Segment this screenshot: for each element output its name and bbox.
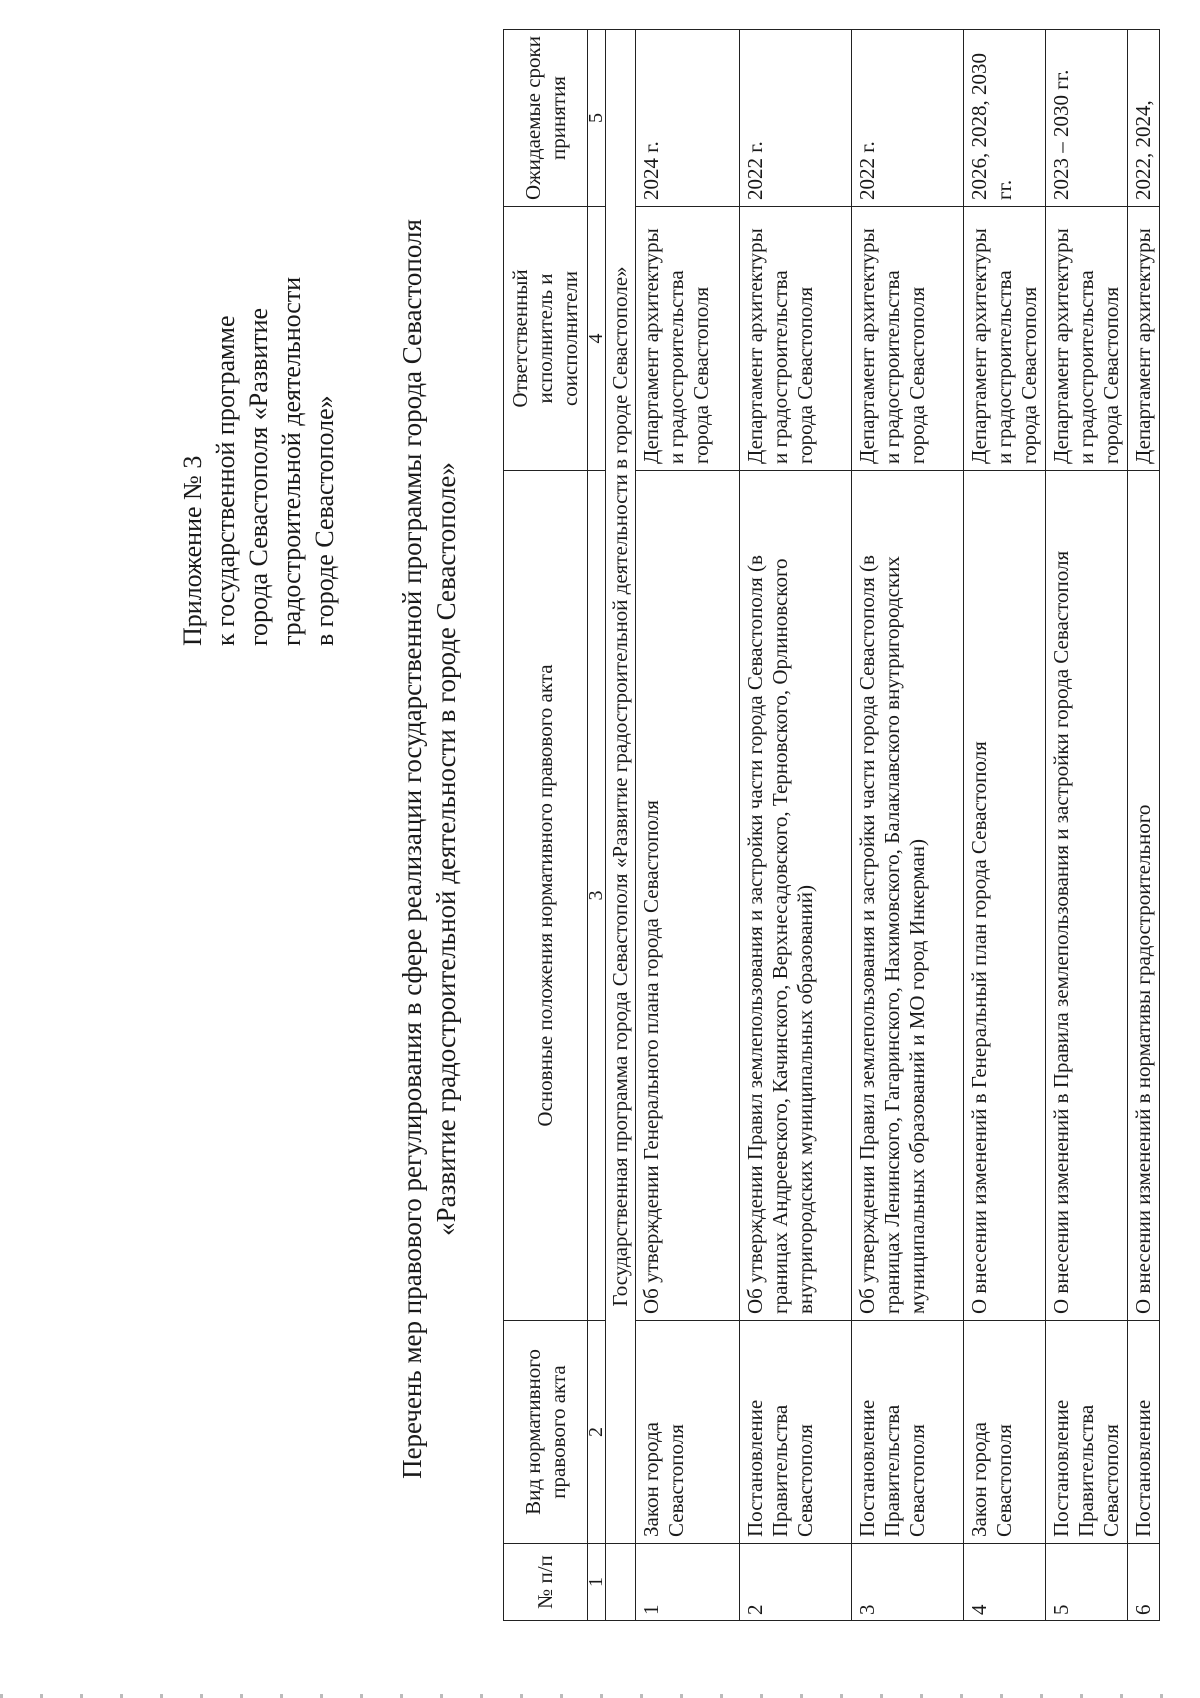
column-number-row	[588, 30, 606, 1621]
table-row	[1128, 30, 1160, 1621]
section-title: Государственная программа города Севастополя «Развитие градостроительной деятельности в городе Севастополе»	[606, 30, 636, 1544]
column-header: Вид нормативного правового акта	[504, 1321, 588, 1544]
row-number: 5	[1046, 1544, 1128, 1621]
column-number: 3	[588, 471, 606, 1321]
appendix-line: градостроительной деятельности	[277, 276, 306, 646]
adoption-term: 2024 г.	[636, 30, 740, 207]
adoption-term: 2026, 2028, 2030 гг.	[964, 30, 1046, 207]
column-number: 5	[588, 30, 606, 207]
act-content: О внесении изменений в Генеральный план города Севастополя	[964, 471, 1046, 1321]
act-content: О внесении изменений в Правила землепользования и застройки города Севастополя	[1046, 471, 1128, 1321]
measures-table	[503, 29, 1160, 1621]
table-row	[1046, 30, 1128, 1621]
column-header: Основные положения нормативного правового акта	[504, 471, 588, 1321]
adoption-term: 2022 г.	[852, 30, 964, 207]
row-number: 6	[1128, 1544, 1160, 1621]
column-number: 1	[588, 1544, 606, 1621]
appendix-line: в городе Севастополе»	[310, 395, 339, 646]
responsible-executor: Департамент архитектуры и градостроительства города Севастополя	[1046, 207, 1128, 471]
column-header: Ожидаемые сроки принятия	[504, 30, 588, 207]
section-row	[606, 30, 636, 1621]
column-header: № п/п	[504, 1544, 588, 1621]
act-type: Постановление	[1128, 1321, 1160, 1544]
adoption-term: 2022 г.	[740, 30, 852, 207]
appendix-line: города Севастополя «Развитие	[244, 307, 273, 646]
table-header-row	[504, 30, 588, 1621]
act-content: О внесении изменений в нормативы градостроительного	[1128, 471, 1160, 1321]
act-content: Об утверждении Правил землепользования и застройки части города Севастополя (в границах Андреевского, Качинского, Верхнесадовского, Терновского, Орлиновского внутригородских муниципальных образований)	[740, 471, 852, 1321]
responsible-executor: Департамент архитектуры и градостроительства города Севастополя	[636, 207, 740, 471]
table-row	[964, 30, 1046, 1621]
column-number: 2	[588, 1321, 606, 1544]
document-title	[395, 0, 463, 1698]
row-number: 2	[740, 1544, 852, 1621]
section-spacer	[606, 1544, 636, 1621]
appendix-note	[176, 277, 341, 646]
table-row	[636, 30, 740, 1621]
responsible-executor: Департамент архитектуры	[1128, 207, 1160, 471]
responsible-executor: Департамент архитектуры и градостроительства города Севастополя	[964, 207, 1046, 471]
column-header: Ответственный исполнитель и соисполнители	[504, 207, 588, 471]
table-row	[740, 30, 852, 1621]
act-content: Об утверждении Генерального плана города Севастополя	[636, 471, 740, 1321]
scan-edge	[0, 1694, 1200, 1698]
row-number: 1	[636, 1544, 740, 1621]
act-content: Об утверждении Правил землепользования и застройки части города Севастополя (в границах Ленинского, Гагаринского, Нахимовского, Балаклавского внутригородских муниципальных образований и МО город Инкерман)	[852, 471, 964, 1321]
appendix-line: к государственной программе	[211, 315, 240, 646]
act-type: Закон города Севастополя	[964, 1321, 1046, 1544]
row-number: 4	[964, 1544, 1046, 1621]
responsible-executor: Департамент архитектуры и градостроительства города Севастополя	[740, 207, 852, 471]
adoption-term: 2023 – 2030 гг.	[1046, 30, 1128, 207]
title-line-2: «Развитие градостроительной деятельности в городе Севастополе»	[431, 462, 461, 1236]
act-type: Постановление Правительства Севастополя	[1046, 1321, 1128, 1544]
column-number: 4	[588, 207, 606, 471]
row-number: 3	[852, 1544, 964, 1621]
adoption-term: 2022, 2024,	[1128, 30, 1160, 207]
table-row	[852, 30, 964, 1621]
act-type: Постановление Правительства Севастополя	[740, 1321, 852, 1544]
act-type: Закон города Севастополя	[636, 1321, 740, 1544]
title-line-1: Перечень мер правового регулирования в сфере реализации государственной программы города Севастополя	[397, 219, 427, 1479]
responsible-executor: Департамент архитектуры и градостроительства города Севастополя	[852, 207, 964, 471]
appendix-line: Приложение № 3	[178, 455, 207, 646]
act-type: Постановление Правительства Севастополя	[852, 1321, 964, 1544]
